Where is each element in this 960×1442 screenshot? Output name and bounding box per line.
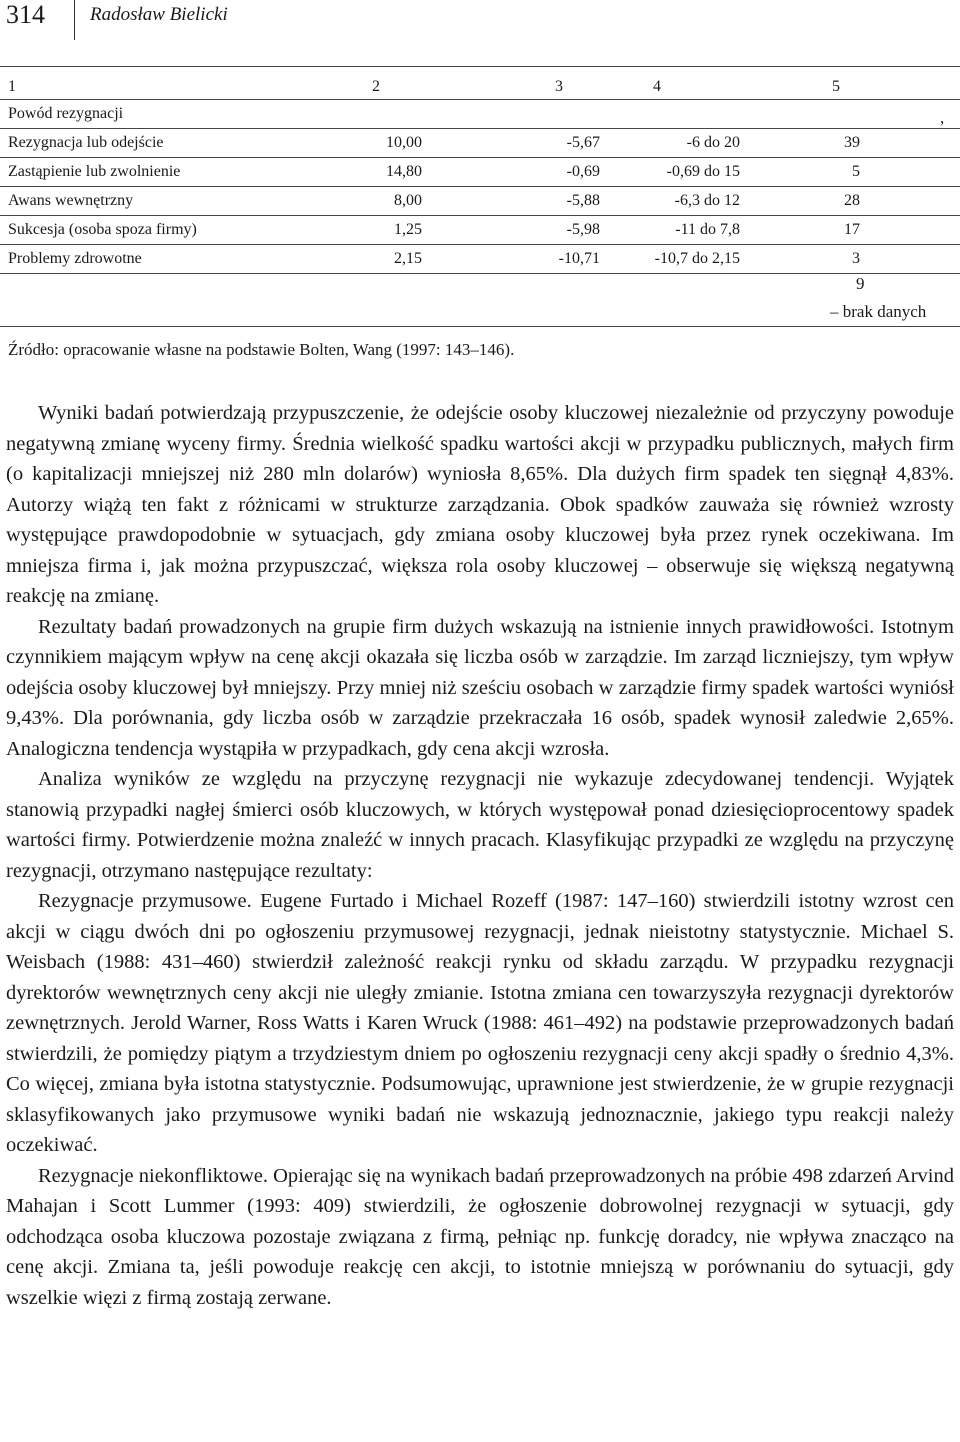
row-rule: [0, 244, 960, 245]
table-bottom-rule: [0, 326, 960, 327]
col-number-3: 3: [555, 78, 563, 95]
table-row: [0, 159, 960, 185]
paragraph: Rezultaty badań prowadzonych na grupie firm dużych wskazują na istnienie innych prawidłowości. Istotnym czynnikiem mającym wpływ na cenę akcji okazała się liczba osób w zarządzie. Im zarząd liczniejszy, tym wpływ odejścia osoby kluczowej był mniejszy. Przy mniej niż sześciu osobach w zarządzie firmy spadek wartości wyniósł 9,43%. Dla porównania, gdy liczba osób w zarządzie przekraczała 16 osób, spadek wynosił zaledwie 2,65%. Analogiczna tendencja wystąpiła w przypadkach, gdy cena akcji wzrosła.: [6, 615, 954, 760]
row-rule: [0, 128, 960, 129]
no-data-note: – brak danych: [830, 302, 927, 321]
col-number-4: 4: [653, 78, 661, 95]
col-number-2: 2: [372, 78, 380, 95]
cell-reason: Zastąpienie lub zwolnienie: [8, 163, 181, 180]
table-source: Źródło: opracowanie własne na podstawie Bolten, Wang (1997: 143–146).: [8, 340, 515, 359]
cell-col2: 2,15: [394, 250, 422, 267]
table-row: [0, 217, 960, 243]
row-rule: [0, 273, 960, 274]
cell-reason: Sukcesja (osoba spoza firmy): [8, 221, 197, 238]
table-column-numbers: [0, 74, 960, 100]
cell-col3: -5,67: [566, 134, 600, 151]
cell-col3: -0,69: [566, 163, 600, 180]
col-number-5: 5: [832, 78, 840, 95]
paragraph: Rezygnacje przymusowe. Eugene Furtado i Michael Rozeff (1987: 147–160) stwierdzili istotny wzrost cen akcji w ciągu dwóch dni po ogłoszeniu przymusowej rezygnacji, jednak nieistotny statystycznie. Michael S. Weisbach (1988: 431–460) stwierdził zależność reakcji rynku od składu zarządu. W przypadku rezygnacji dyrektorów wewnętrznych ceny akcji nie uległy zmianie. Istotna zmiana cen towarzyszyła rezygnacji dyrektorów zewnętrznych. Jerold Warner, Ross Watts i Karen Wruck (1988: 461–492) na podstawie przeprowadzonych badań stwierdzili, że pomiędzy piątym a trzydziestym dniem po ogłoszeniu rezygnacji ceny akcji spadły o średnio 4,3%. Co więcej, zmiana była istotna statystycznie. Podsumowując, uprawnione jest stwierdzenie, że w grupie rezygnacji sklasyfikowanych jako przymusowe wyniki badań nie wskazują jednoznacznie, jakiego typu reakcji należy oczekiwać.: [6, 890, 954, 1156]
cell-col3: -5,88: [566, 192, 600, 209]
paragraph: Rezygnacje niekonfliktowe. Opierając się na wynikach badań przeprowadzonych na próbie 498 zdarzeń Arvind Mahajan i Scott Lummer (1993: 409) stwierdzili, że ogłoszenie dobrowolnej rezygnacji w sytuacji, gdy odchodząca osoba kluczowa pozostaje związana z firmą, pełniąc np. funkcję doradcy, nie wpływa znacząco na cenę akcji. Zmiana ta, jeśli powoduje reakcję cen akcji, to istotnie mniejszą w porównaniu do sytuacji, gdy wszelkie więzi z firmą zostają zerwane.: [6, 1164, 954, 1309]
cell-reason: Problemy zdrowotne: [8, 250, 142, 267]
stray-nine: 9: [856, 274, 865, 293]
row-rule: [0, 215, 960, 216]
row-rule: [0, 157, 960, 158]
cell-col5: 28: [844, 192, 860, 209]
header-divider: [74, 0, 75, 40]
stray-comma: ,: [940, 108, 945, 127]
cell-col5: 17: [844, 221, 860, 238]
row-rule: [0, 186, 960, 187]
cell-col5: 39: [844, 134, 860, 151]
cell-reason: Awans wewnętrzny: [8, 192, 134, 209]
col-number-1: 1: [8, 78, 16, 95]
cell-col4: -10,7 do 2,15: [654, 250, 740, 267]
cell-col2: 8,00: [394, 192, 422, 209]
cell-reason: Rezygnacja lub odejście: [8, 134, 164, 151]
table-row: [0, 246, 960, 272]
cell-col2: 10,00: [386, 134, 422, 151]
page-header: [6, 0, 946, 30]
table-title-row: [0, 101, 960, 127]
table-row: [0, 188, 960, 214]
page-number: 314: [6, 0, 45, 29]
table-header-rule: [0, 99, 960, 100]
cell-col2: 1,25: [394, 221, 422, 238]
table-top-rule: [0, 66, 960, 67]
running-head-author: Radosław Bielicki: [90, 4, 228, 25]
cell-col3: -10,71: [558, 250, 600, 267]
cell-col5: 5: [852, 163, 860, 180]
cell-col4: -6,3 do 12: [674, 192, 740, 209]
cell-col3: -5,98: [566, 221, 600, 238]
body-text: [6, 398, 954, 1313]
table-row: [0, 130, 960, 156]
paragraph: Analiza wyników ze względu na przyczynę rezygnacji nie wykazuje zdecydowanej tendencji. Wyjątek stanowią przypadki nagłej śmierci osób kluczowych, w których występował ponad dziesięcioprocentowy spadek wartości firmy. Potwierdzenie można znaleźć w innych pracach. Klasyfikując przypadki ze względu na przyczynę rezygnacji, otrzymano następujące rezultaty:: [6, 768, 954, 882]
table-title-cell: Powód rezygnacji: [8, 105, 124, 122]
paragraph: Wyniki badań potwierdzają przypuszczenie, że odejście osoby kluczowej niezależnie od przyczyny powoduje negatywną zmianę wyceny firmy. Średnia wielkość spadku wartości akcji w przypadku publicznych, małych firm (o kapitalizacji mniejszej niż 280 mln dolarów) wyniosła 8,65%. Dla dużych firm spadek ten sięgnął 4,83%. Autorzy wiążą ten fakt z różnicami w strukturze zarządzania. Obok spadków zauważa się również wzrosty występujące prawdopodobnie w sytuacjach, gdy zmiana osoby kluczowej była przez rynek oczekiwana. Im mniejsza firma i, jak można przypuszczać, większa rola osoby kluczowej – obserwuje się większą negatywną reakcję na zmianę.: [6, 402, 954, 607]
cell-col4: -0,69 do 15: [666, 163, 740, 180]
cell-col4: -11 do 7,8: [675, 221, 740, 238]
cell-col4: -6 do 20: [686, 134, 740, 151]
cell-col2: 14,80: [386, 163, 422, 180]
cell-col5: 3: [852, 250, 860, 267]
